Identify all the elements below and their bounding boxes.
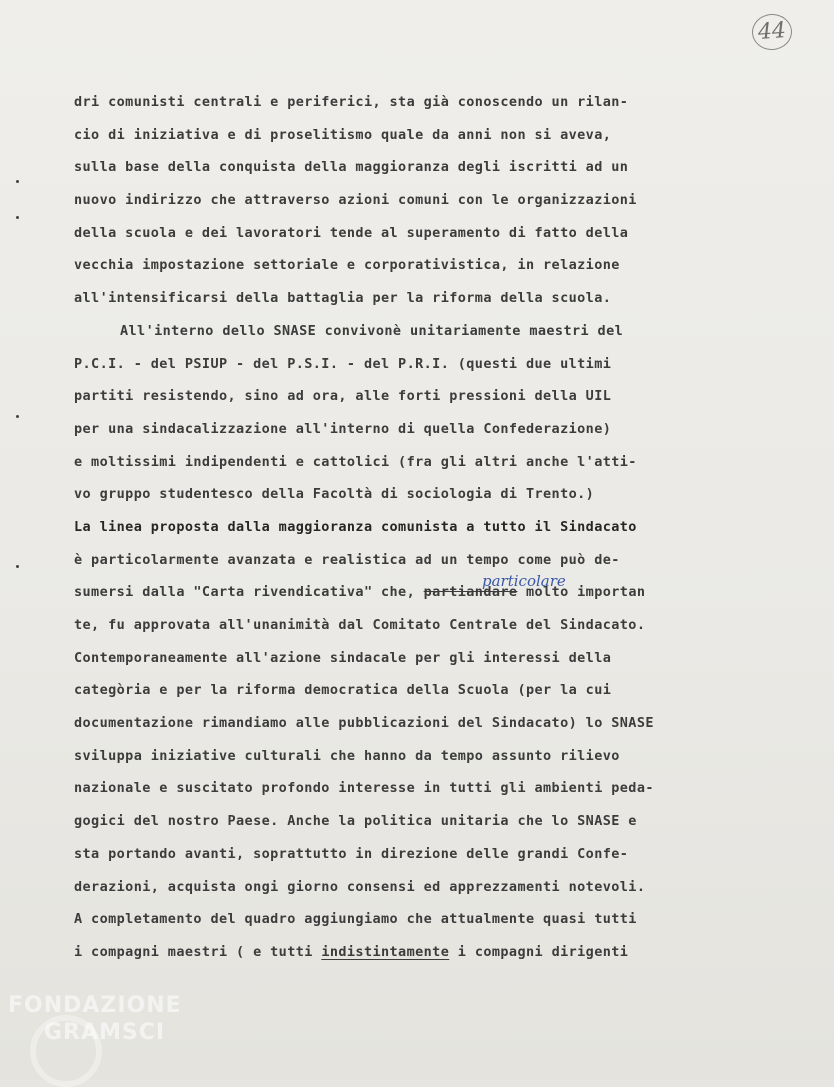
text-line-with-correction — [74, 576, 764, 609]
text-line: Contemporaneamente all'azione sindacale per gli interessi della — [74, 649, 612, 666]
watermark-line1: FONDAZIONE — [8, 993, 182, 1018]
text-line: vecchia impostazione settoriale e corporativistica, in relazione — [74, 257, 620, 274]
text-line: per una sindacalizzazione all'interno di quella Confederazione) — [74, 420, 612, 437]
margin-mark — [16, 180, 19, 183]
text-line: cio di iniziativa e di proselitismo quale da anni non si aveva, — [74, 126, 612, 143]
page-number: 44 — [751, 13, 793, 52]
margin-mark — [16, 415, 19, 418]
text-line-last — [74, 936, 764, 969]
text-line: te, fu approvata all'unanimità dal Comitato Centrale del Sindacato. — [74, 617, 646, 633]
watermark-line2: GRAMSCI — [44, 1020, 166, 1045]
text-line: dri comunisti centrali e periferici, sta già conoscendo un rilan- — [74, 94, 629, 110]
text-line: P.C.I. - del PSIUP - del P.S.I. - del P.R.I. (questi due ultimi — [74, 355, 612, 372]
text-segment: i compagni dirigenti — [449, 943, 629, 960]
text-line: All'interno dello SNASE convivonè unitariamente maestri del — [120, 322, 624, 339]
margin-mark — [16, 565, 19, 568]
underlined-word: indistintamente — [321, 943, 450, 960]
text-line: categòria e per la riforma democratica della Scuola (per la cui — [74, 682, 612, 699]
text-line: nuovo indirizzo che attraverso azioni comuni con le organizzazioni — [74, 192, 637, 209]
struck-word: partiandare — [423, 584, 518, 601]
text-line: La linea proposta dalla maggioranza comunista a tutto il Sindacato — [74, 518, 637, 535]
text-line: all'intensificarsi della battaglia per la riforma della scuola. — [74, 290, 612, 307]
text-line: della scuola e dei lavoratori tende al superamento di fatto della — [74, 224, 629, 241]
text-line: vo gruppo studentesco della Facoltà di sociologia di Trento.) — [74, 486, 595, 503]
typewritten-text — [74, 86, 764, 969]
text-line: A completamento del quadro aggiungiamo che attualmente quasi tutti — [74, 911, 637, 928]
watermark — [8, 992, 182, 1046]
text-line: sviluppa iniziative culturali che hanno da tempo assunto rilievo — [74, 747, 620, 764]
text-segment: molto importan — [517, 584, 646, 601]
margin-mark — [16, 216, 19, 219]
text-line: nazionale e suscitato profondo interesse in tutti gli ambienti peda- — [74, 780, 654, 797]
text-line: sulla base della conquista della maggioranza degli iscritti ad un — [74, 159, 629, 176]
text-line: gogici del nostro Paese. Anche la politica unitaria che lo SNASE e — [74, 813, 637, 830]
text-segment: sumersi dalla "Carta rivendicativa" che, — [74, 584, 424, 601]
text-segment: i compagni maestri ( e tutti — [74, 943, 322, 960]
text-line: partiti resistendo, sino ad ora, alle forti pressioni della UIL — [74, 388, 612, 405]
text-line: è particolarmente avanzata e realistica ad un tempo come può de- — [74, 551, 620, 568]
text-line: documentazione rimandiamo alle pubblicazioni del Sindacato) lo SNASE — [74, 715, 654, 732]
text-line: sta portando avanti, soprattutto in direzione delle grandi Confe- — [74, 845, 629, 862]
text-line: e moltissimi indipendenti e cattolici (fra gli altri anche l'atti- — [74, 453, 637, 470]
text-line: derazioni, acquista ongi giorno consensi ed apprezzamenti notevoli. — [74, 878, 646, 895]
handwritten-annotation: particolare — [482, 572, 566, 590]
